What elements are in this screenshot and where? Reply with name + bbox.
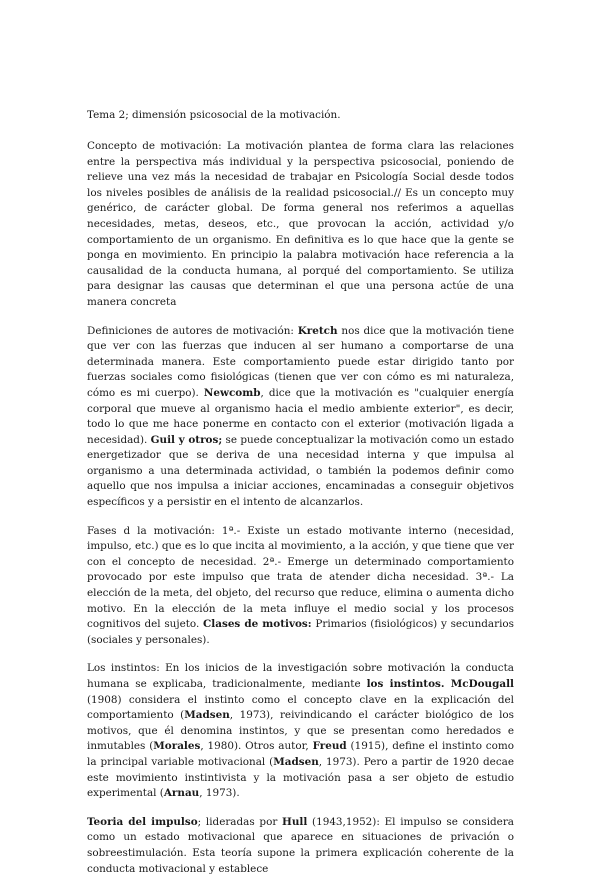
paragraph-impulso <box>87 815 514 877</box>
paragraph-text: Los instintos: En los inicios de la investigación sobre motivación la conducta humana se explicaba, tradicionalmente, mediante <box>87 662 514 690</box>
paragraph-text: se puede conceptualizar la motivación como un estado energetizador que se deriva de una necesidad interna y que impulsa al organismo a una determinada actividad, o también la podemos definir como aquello que nos impulsa a iniciar acciones, encaminadas a conseguir objetivos específicos y a persistir en el intento de alcanzarlos. <box>87 433 515 509</box>
author-name: Freud <box>312 740 347 753</box>
paragraph-text: nos dice que la motivación tiene que ver con las fuerzas que inducen al ser humano a comportarse de una determinada manera. Este comportamiento puede estar dirigido tanto por fuerzas sociales como fisiológicas (tienen que ver con cómo es mi naturaleza, cómo es mi cuerpo). <box>87 324 514 399</box>
author-name: Guil y otros; <box>150 433 223 446</box>
paragraph-text: Primarios (fisiológicos) y secundarios (sociales y personales). <box>87 618 514 646</box>
paragraph-fases <box>87 524 514 649</box>
document-title: Tema 2; dimensión psicosocial de la motivación. <box>87 109 341 121</box>
paragraph-text: Concepto de motivación: La motivación plantea de forma clara las relaciones entre la perspectiva más individual y la perspectiva psicosocial, poniendo de relieve una vez más la necesidad de trabajar en Psicología Social desde todos los niveles posibles de análisis de la realidad psicosocial.// Es un concepto muy genérico, de carácter global. De forma general nos referimos a aquellas necesidades, metas, deseos, etc., que provocan la acción, actividad y/o comportamiento de un organismo. En definitiva es lo que hace que la gente se ponga en movimiento. En principio la palabra motivación hace referencia a la causalidad de la conducta humana, al porqué del comportamiento. Se utiliza para designar las causas que determinan el que una persona actúe de una manera concreta <box>87 140 514 308</box>
paragraph-concepto <box>87 139 514 311</box>
author-name: Hull <box>282 815 308 828</box>
paragraph-text: , 1973). Pero a partir de 1920 decae este movimiento instintivista y la motivación pasa a ser objeto de estudio experimental ( <box>87 755 514 800</box>
paragraph-text: (1908) considera el instinto como el concepto clave en la explicación del comportamiento ( <box>87 693 514 722</box>
paragraph-definiciones <box>87 324 514 511</box>
paragraph-text: , 1973), reivindicando el carácter biológico de los motivos, que él denomina instintos, y que se presentan como heredados e inmutables ( <box>87 709 514 753</box>
paragraph-text: (1915), define el instinto como la principal variable motivacional ( <box>87 740 514 768</box>
paragraph-text: Fases d la motivación: 1ª.- Existe un estado motivante interno (necesidad, impulso, etc.) que es lo que incita al movimiento, a la acción, y que tiene que ver con el concepto de necesidad. 2ª.- Emerge un determinado comportamiento provocado por este impulso que trata de atender dicha necesidad. 3ª.- La elección de la meta, del objeto, del recurso que reduce, elimina o aumenta dicho motivo. En la elección de la meta influye el medio social y los procesos cognitivos del sujeto. <box>87 524 514 631</box>
paragraph-text: , 1973). <box>199 787 240 800</box>
author-name: Newcomb <box>203 386 261 399</box>
author-name: Kretch <box>297 324 338 337</box>
paragraph-instintos <box>87 661 514 801</box>
paragraph-text: , 1980). Otros autor, <box>200 740 313 753</box>
bold-term: Teoria del impulso <box>87 815 198 828</box>
paragraph-text: , dice que la motivación es "cualquier energía corporal que mueve al organismo hacia el medio ambiente exterior", es decir, todo lo que me hace ponerme en contacto con el exterior (motivación ligada a necesidad). <box>87 386 514 446</box>
author-name: Madsen <box>184 709 230 722</box>
paragraph-text: ; lideradas por <box>197 815 283 828</box>
bold-term: los instintos. McDougall <box>366 678 514 690</box>
author-name: Madsen <box>273 755 319 768</box>
paragraph-text: (1943,1952): El impulso se considera como un estado motivacional que aparece en situaciones de privación o sobreestimulación. Esta teoría supone la primera explicación coherente de la conducta motivacional y establece <box>87 815 514 875</box>
paragraph-text: Definiciones de autores de motivación: <box>87 324 298 337</box>
author-name: Morales <box>153 740 201 753</box>
author-name: Arnau <box>163 787 200 800</box>
bold-term: Clases de motivos: <box>203 618 312 631</box>
